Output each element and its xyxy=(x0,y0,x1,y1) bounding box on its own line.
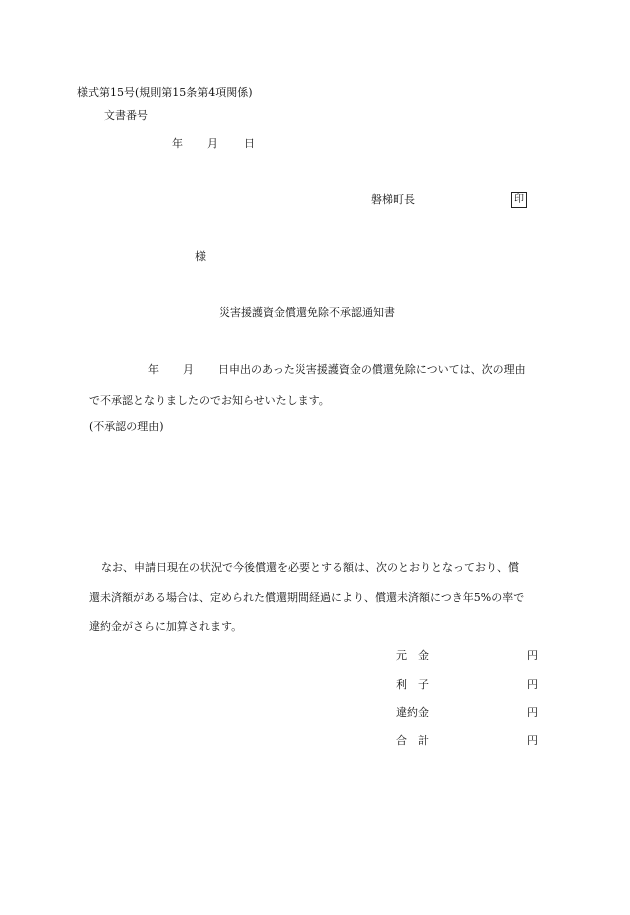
application-year-label: 年 xyxy=(148,363,159,376)
amount-label: 合 計 xyxy=(396,734,429,747)
note-line-3: 違約金がさらに加算されます。 xyxy=(89,620,243,633)
body-line-1: 日申出のあった災害援護資金の償還免除については、次の理由 xyxy=(218,363,526,376)
amount-unit: 円 xyxy=(527,649,538,662)
reason-label: (不承認の理由) xyxy=(89,420,164,433)
issuer-name: 磐梯町長 xyxy=(371,193,415,206)
note-line-1: なお、申請日現在の状況で今後償還を必要とする額は、次のとおりとなっており、償 xyxy=(101,561,519,574)
date-month-label: 月 xyxy=(207,137,218,150)
note-line-2: 還未済額がある場合は、定められた償還期間経過により、償還未済額につき年5%の率で xyxy=(89,591,525,604)
date-day-label: 日 xyxy=(244,137,255,150)
amount-row-principal xyxy=(0,647,630,661)
document-number-label: 文書番号 xyxy=(104,109,148,122)
form-label: 様式第15号(規則第15条第4項関係) xyxy=(77,86,253,99)
amount-row-total xyxy=(0,732,630,746)
amount-unit: 円 xyxy=(527,706,538,719)
document-title: 災害援護資金償還免除不承認通知書 xyxy=(219,306,395,319)
amount-label: 違約金 xyxy=(396,706,429,719)
amount-unit: 円 xyxy=(527,678,538,691)
amount-label: 元 金 xyxy=(396,649,429,662)
amount-row-interest xyxy=(0,676,630,690)
body-line-2: で不承認となりましたのでお知らせいたします。 xyxy=(89,394,330,407)
date-year-label: 年 xyxy=(172,137,183,150)
seal-mark: 印 xyxy=(511,192,527,208)
amount-label: 利 子 xyxy=(396,678,429,691)
recipient-suffix: 様 xyxy=(195,250,206,263)
amount-row-penalty xyxy=(0,704,630,718)
application-month-label: 月 xyxy=(183,363,194,376)
amount-unit: 円 xyxy=(527,734,538,747)
